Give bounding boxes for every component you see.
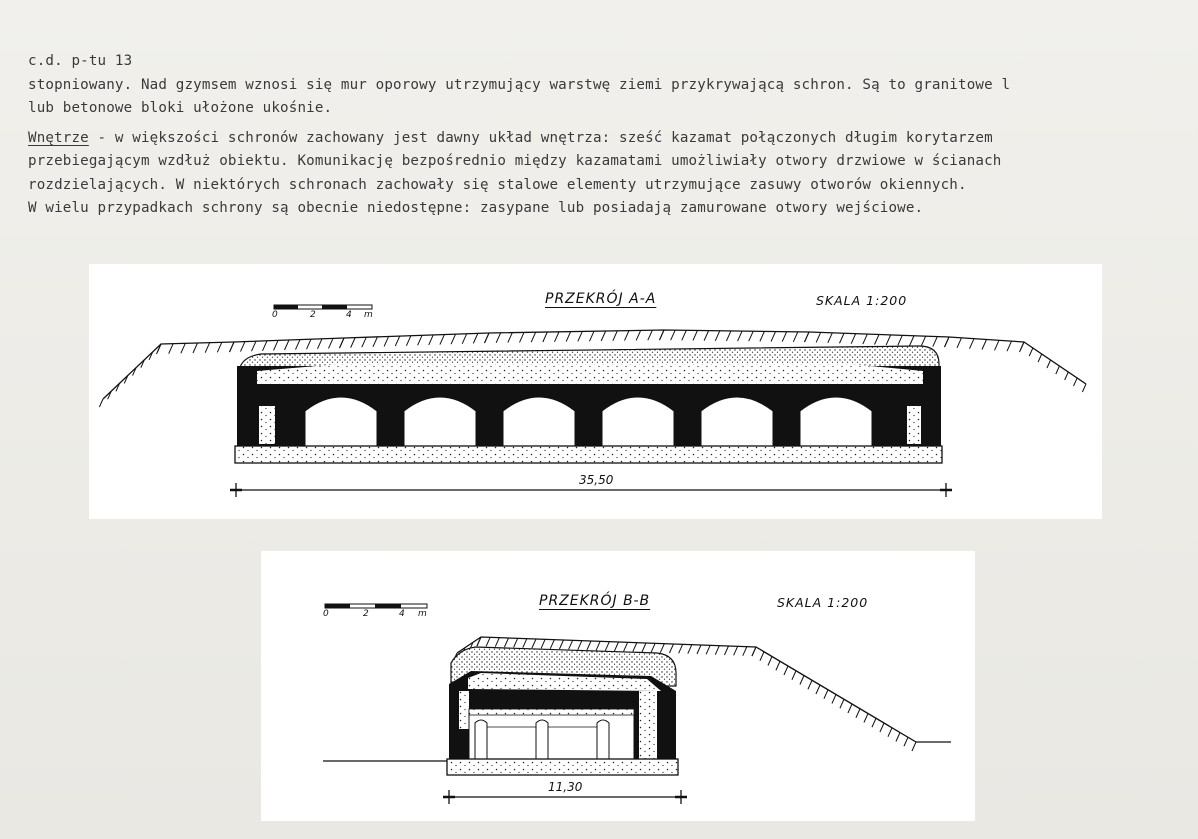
hatch-tick — [671, 330, 676, 340]
hatch-tick — [816, 685, 820, 694]
hatch-tick — [543, 332, 548, 342]
hatch-tick — [429, 335, 434, 345]
hatch-tick — [550, 640, 554, 649]
hatch-tick — [633, 643, 637, 652]
hatch-tick — [486, 637, 490, 646]
hatch-tick — [805, 332, 810, 342]
hatch-tick — [648, 330, 653, 340]
hatch-tick — [693, 330, 698, 340]
casemate-opening — [404, 397, 476, 446]
hatch-tick — [715, 331, 720, 341]
hatch-tick — [752, 647, 756, 656]
section-b-svg — [261, 551, 975, 821]
hatch-tick — [613, 331, 618, 341]
paragraph2-line3: rozdzielających. W niektórych schronach zachowały się stalowe elementy utrzymujące zasuwy otworów okiennych. — [28, 176, 967, 193]
hatch-tick — [864, 714, 868, 723]
hatch-tick — [1047, 360, 1051, 368]
hatch-tick — [642, 643, 646, 652]
hatch-tick — [217, 342, 222, 352]
hatch-tick — [252, 341, 257, 351]
scale-bar-b — [325, 604, 427, 608]
hatch-tick — [688, 645, 692, 654]
roof-fill-a — [257, 364, 923, 384]
hatch-tick — [660, 330, 665, 340]
hatch-tick — [384, 336, 389, 346]
hatch-tick — [738, 331, 743, 341]
hatch-tick — [651, 643, 655, 652]
hatch-tick — [205, 343, 210, 353]
hatch-tick — [760, 652, 764, 661]
hatch-tick — [1074, 378, 1078, 386]
hatch-tick — [840, 699, 844, 708]
hatch-tick — [624, 642, 628, 651]
hatch-tick — [851, 334, 856, 344]
hatch-tick — [771, 332, 776, 342]
hatch-tick — [625, 331, 630, 341]
hatch-tick — [578, 331, 583, 341]
hatch-tick — [898, 335, 903, 345]
hatch-tick — [504, 638, 508, 647]
hatch-tick — [318, 339, 323, 349]
hatch-tick — [285, 340, 290, 350]
hatch-tick — [800, 676, 804, 685]
hatch-tick — [514, 638, 518, 647]
hatch-tick — [782, 332, 787, 342]
hatch-tick — [1065, 372, 1069, 380]
hatch-tick — [660, 644, 664, 653]
hatch-tick — [329, 338, 334, 348]
hatch-tick — [406, 336, 411, 346]
hatch-tick — [840, 333, 845, 343]
hatch-tick — [863, 334, 868, 344]
dimension-label-b: 11,30 — [548, 780, 583, 794]
hatch-tick — [362, 337, 367, 347]
hatch-tick — [395, 336, 400, 346]
hatch-tick — [555, 332, 560, 342]
right-wall-fill-b — [639, 691, 657, 759]
casemate-opening — [602, 397, 674, 446]
hatch-tick — [910, 336, 915, 346]
hatch-tick — [496, 333, 501, 343]
drawing-title-a: PRZEKRÓJ A-A — [545, 291, 657, 307]
hatch-tick — [569, 640, 573, 649]
hatch-tick — [230, 342, 235, 352]
hatch-tick — [523, 639, 527, 648]
hatch-tick — [706, 645, 710, 654]
hatch-tick — [888, 728, 892, 737]
scale-tick-unit: m — [418, 609, 427, 619]
hatch-tick — [1029, 348, 1033, 356]
hatch-tick — [614, 642, 618, 651]
casemate-opening — [305, 397, 377, 446]
hatch-tick — [541, 639, 545, 648]
foundation-a — [235, 446, 942, 463]
hatch-tick — [263, 341, 268, 351]
paragraph2-line4: W wielu przypadkach schrony są obecnie niedostępne: zasypane lub posiadają zamurowane otwory wejściowe. — [28, 200, 924, 216]
hatch-tick — [669, 644, 673, 653]
paragraph2-line2: przebiegającym wzdłuż obiektu. Komunikację bezpośrednio między kazamatami umożliwiały otwory drzwiowe w ścianach — [28, 153, 1002, 169]
scale-tick-4: 4 — [346, 310, 352, 320]
hatch-tick — [704, 331, 709, 341]
hatch-tick — [828, 333, 833, 343]
drawing-scale-b: SKALA 1:200 — [777, 595, 869, 610]
hatch-tick — [982, 340, 987, 350]
hatch-tick — [241, 342, 246, 352]
hatch-tick — [601, 331, 606, 341]
hatch-tick — [307, 339, 312, 349]
page-reference: c.d. p-tu 13 — [28, 53, 133, 69]
hatch-tick — [792, 671, 796, 680]
hatch-tick — [760, 331, 765, 341]
hatch-tick — [904, 737, 908, 746]
hatch-tick — [784, 666, 788, 675]
drawing-title-b: PRZEKRÓJ B-B — [539, 593, 651, 609]
hatch-tick — [508, 333, 513, 343]
hatch-tick — [473, 333, 478, 343]
foundation-b — [447, 759, 678, 775]
hatch-tick — [912, 742, 916, 751]
section-drawing-b — [261, 551, 975, 821]
hatch-tick — [808, 680, 812, 689]
hatch-tick — [532, 639, 536, 648]
hatch-tick — [99, 399, 103, 407]
hatch-tick — [495, 638, 499, 647]
drawing-scale-a: SKALA 1:200 — [816, 293, 908, 308]
hatch-tick — [485, 333, 490, 343]
hatch-tick — [1082, 384, 1086, 392]
hatch-tick — [181, 343, 186, 353]
scale-tick-0: 0 — [272, 310, 278, 320]
hatch-tick — [340, 338, 345, 348]
hatch-tick — [451, 334, 456, 344]
hatch-tick — [1038, 354, 1042, 362]
paragraph1-line2: lub betonowe bloki ułożone ukośnie. — [28, 100, 333, 116]
left-wall-fill-b — [459, 691, 469, 729]
hatch-tick — [743, 647, 747, 656]
hatch-tick — [776, 661, 780, 670]
hatch-tick — [848, 704, 852, 713]
hatch-tick — [749, 331, 754, 341]
hatch-tick — [724, 646, 728, 655]
hatch-tick — [995, 340, 1000, 350]
hatch-tick — [880, 723, 884, 732]
hatch-tick — [440, 335, 445, 345]
scale-tick-4: 4 — [399, 609, 405, 619]
hatch-tick — [520, 332, 525, 342]
casemate-opening — [800, 397, 872, 446]
hatch-tick — [886, 335, 891, 345]
hatch-tick — [566, 332, 571, 342]
typed-text — [28, 50, 1188, 221]
hatch-tick — [697, 645, 701, 654]
hatch-tick — [169, 344, 174, 354]
hatch-tick — [957, 338, 962, 348]
hatch-tick — [590, 331, 595, 341]
hatch-tick — [945, 337, 950, 347]
hatch-tick — [933, 337, 938, 347]
scale-tick-0: 0 — [323, 609, 329, 619]
hatch-tick — [896, 733, 900, 742]
hatch-tick — [351, 338, 356, 348]
right-wall-fill-a — [907, 406, 921, 444]
hatch-tick — [578, 641, 582, 650]
hatch-tick — [1056, 366, 1060, 374]
hatch-tick — [596, 641, 600, 650]
hatch-tick — [587, 641, 591, 650]
hatch-tick — [636, 330, 641, 340]
dimension-label-a: 35,50 — [579, 473, 614, 487]
hatch-tick — [856, 709, 860, 718]
hatch-tick — [715, 646, 719, 655]
hatch-tick — [970, 339, 975, 349]
hatch-tick — [373, 337, 378, 347]
section-drawing-a — [89, 264, 1102, 519]
hatch-tick — [679, 644, 683, 653]
hatch-tick — [726, 331, 731, 341]
hatch-tick — [296, 340, 301, 350]
scale-tick-2: 2 — [310, 310, 316, 320]
scale-bar-a — [274, 305, 372, 309]
hatch-tick — [531, 332, 536, 342]
hatch-tick — [559, 640, 563, 649]
hatch-tick — [418, 335, 423, 345]
casemate-opening — [701, 397, 773, 446]
hatch-tick — [768, 657, 772, 666]
scale-tick-unit: m — [364, 310, 373, 320]
hatch-tick — [1007, 341, 1012, 351]
hatch-tick — [824, 690, 828, 699]
scale-tick-2: 2 — [363, 609, 369, 619]
hatch-tick — [605, 642, 609, 651]
hatch-tick — [193, 343, 198, 353]
hatch-tick — [875, 335, 880, 345]
hatch-tick — [734, 646, 738, 655]
hatch-tick — [793, 332, 798, 342]
hatch-tick — [682, 330, 687, 340]
hatch-tick — [462, 334, 467, 344]
hatch-tick — [872, 718, 876, 727]
left-wall-fill-a — [259, 406, 275, 444]
section-heading: Wnętrze — [28, 129, 89, 146]
hatch-tick — [1020, 342, 1024, 350]
paragraph2-line1-text: - w większości schronów zachowany jest dawny układ wnętrza: sześć kazamat połączonych długim korytarzem — [88, 129, 993, 146]
hatch-tick — [816, 332, 821, 342]
hatch-tick — [274, 340, 279, 350]
paragraph2-line1 — [28, 127, 1188, 151]
casemate-opening — [503, 397, 575, 446]
hatch-tick — [832, 695, 836, 704]
hatch-tick — [921, 336, 926, 346]
paragraph1-line1: stopniowany. Nad gzymsem wznosi się mur oporowy utrzymujący warstwę ziemi przykrywającą schron. Są to granitowe l — [28, 76, 1011, 93]
